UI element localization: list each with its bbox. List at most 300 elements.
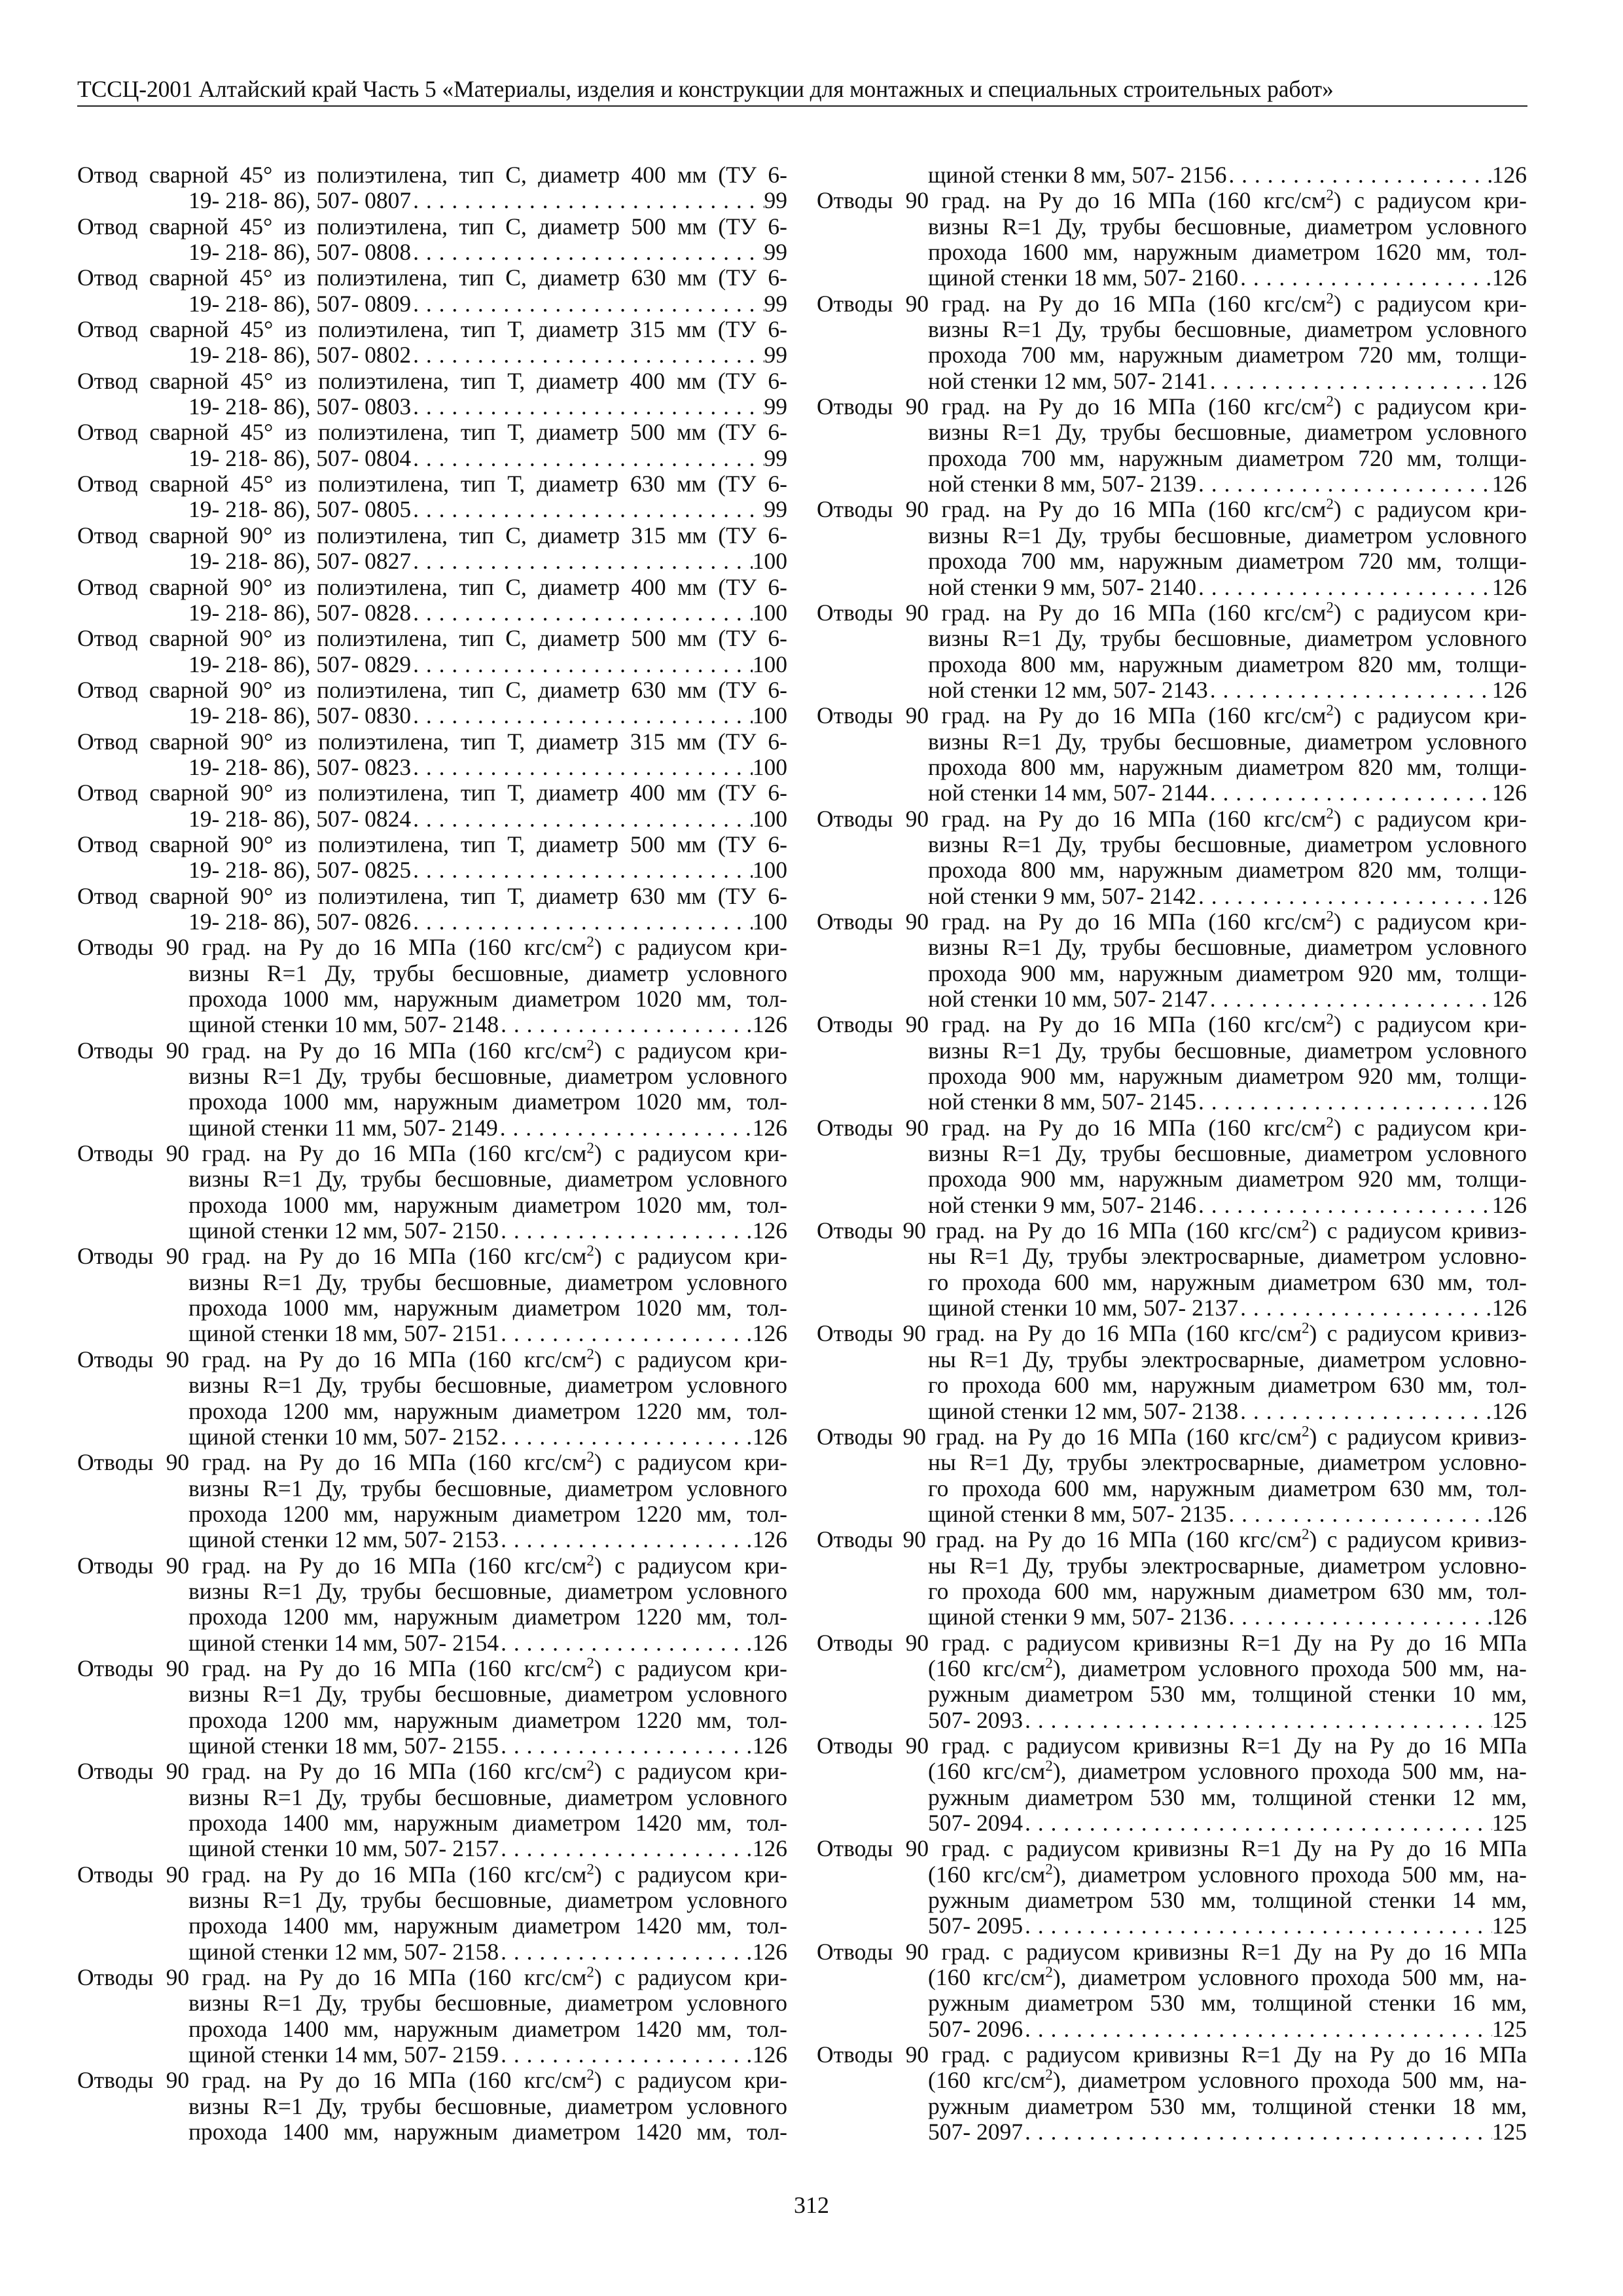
- index-entry: [817, 497, 1527, 600]
- entry-code: 19- 218- 86), 507- 0823: [188, 753, 412, 780]
- entry-code: ной стенки 9 мм, 507- 2140: [928, 573, 1197, 600]
- entry-last-line: [188, 857, 787, 883]
- dot-leader: [411, 446, 764, 471]
- dot-leader: [499, 1012, 753, 1037]
- index-entry: [817, 703, 1527, 806]
- entry-code: щиной стенки 10 мм, 507- 2157: [188, 1835, 499, 1862]
- entry-text-line: ны R=1 Ду, трубы электросварные, диаметром условно-: [928, 1346, 1527, 1372]
- entry-text-line: Отводы 90 град. на Ру до 16 МПа (160 кгс/$см^2$) с радиусом кри-: [817, 289, 1527, 317]
- dot-leader: [1023, 1708, 1492, 1733]
- index-entry: [817, 162, 1527, 188]
- entry-code: щиной стенки 12 мм, 507- 2158: [188, 1938, 499, 1965]
- entry-text-line: Отвод сварной 90° из полиэтилена, тип Т, диаметр 315 мм (ТУ 6-: [77, 728, 787, 755]
- entry-text-line: ружным диаметром 530 мм, толщиной стенки 14 мм,: [928, 1887, 1527, 1914]
- index-entry: [77, 832, 787, 884]
- entry-page-ref: 100: [752, 599, 787, 626]
- entry-page-ref: 126: [1491, 1088, 1527, 1115]
- entry-text-line: Отводы 90 град. на Ру до 16 МПа (160 кгс/$см^2$) с радиусом кривиз-: [817, 1525, 1527, 1553]
- entry-last-line: [188, 600, 787, 626]
- dot-leader: [499, 1733, 753, 1759]
- entry-text-line: визны R=1 Ду, трубы бесшовные, диаметром условного: [928, 1037, 1527, 1064]
- entry-text-line: Отводы 90 град. с радиусом кривизны R=1 Ду на Ру до 16 МПа: [817, 1732, 1527, 1759]
- entry-text-line: визны R=1 Ду, трубы бесшовные, диаметром условного: [188, 2092, 787, 2119]
- entry-last-line: [928, 368, 1527, 394]
- entry-last-line: [928, 884, 1527, 909]
- dot-leader: [499, 1424, 753, 1450]
- entry-last-line: [928, 471, 1527, 497]
- entry-text-line: прохода 1000 мм, наружным диаметром 1020 мм, тол-: [188, 1295, 787, 1321]
- entry-code: 507- 2093: [928, 1706, 1023, 1733]
- entry-last-line: [188, 1630, 787, 1656]
- dot-leader: [1238, 265, 1492, 291]
- entry-text-line: Отвод сварной 45° из полиэтилена, тип Т, диаметр 630 мм (ТУ 6-: [77, 471, 787, 497]
- entry-page-ref: 100: [752, 651, 787, 677]
- index-entry: [77, 1965, 787, 2068]
- entry-last-line: [188, 1527, 787, 1552]
- index-entry: [817, 806, 1527, 909]
- entry-text-line: Отводы 90 град. с радиусом кривизны R=1 Ду на Ру до 16 МПа: [817, 1629, 1527, 1656]
- entry-page-ref: 126: [1491, 264, 1527, 291]
- entry-page-ref: 100: [752, 805, 787, 832]
- entry-page-ref: 125: [1491, 2119, 1527, 2145]
- entry-text-line: прохода 1600 мм, наружным диаметром 1620 мм, тол-: [928, 239, 1527, 266]
- entry-page-ref: 125: [1491, 2015, 1527, 2042]
- entry-page-ref: 126: [1491, 471, 1527, 497]
- index-entry: [77, 317, 787, 368]
- entry-text-line: визны R=1 Ду, трубы бесшовные, диаметром условного: [928, 419, 1527, 446]
- dot-leader: [411, 600, 753, 626]
- index-entry: [817, 394, 1527, 497]
- entry-last-line: [928, 1810, 1527, 1836]
- entry-last-line: [928, 162, 1527, 188]
- dot-leader: [499, 1218, 753, 1244]
- entry-text-line: прохода 1000 мм, наружным диаметром 1020 мм, тол-: [188, 1191, 787, 1218]
- entry-page-ref: 100: [752, 702, 787, 729]
- entry-code: 507- 2094: [928, 1810, 1023, 1836]
- dot-leader: [499, 1630, 753, 1656]
- index-entry: [817, 1836, 1527, 1939]
- entry-text-line: прохода 700 мм, наружным диаметром 720 мм, толщи-: [928, 342, 1527, 368]
- entry-text-line: прохода 800 мм, наружным диаметром 820 мм, толщи-: [928, 753, 1527, 780]
- entry-last-line: [928, 1399, 1527, 1424]
- index-entry: [77, 523, 787, 575]
- entry-text-line: Отводы 90 град. на Ру до 16 МПа (160 кгс/$см^2$) с радиусом кри-: [77, 1345, 787, 1372]
- index-entry: [817, 188, 1527, 291]
- entry-last-line: [188, 1115, 787, 1141]
- index-entry: [77, 575, 787, 626]
- entry-text-line: Отвод сварной 45° из полиэтилена, тип С, диаметр 630 мм (ТУ 6-: [77, 264, 787, 291]
- entry-text-line: прохода 1200 мм, наружным диаметром 1220 мм, тол-: [188, 1500, 787, 1527]
- dot-leader: [411, 188, 764, 213]
- dot-leader: [1208, 780, 1492, 806]
- entry-text-line: Отвод сварной 45° из полиэтилена, тип Т, диаметр 500 мм (ТУ 6-: [77, 419, 787, 446]
- entry-code: щиной стенки 12 мм, 507- 2153: [188, 1526, 499, 1553]
- entry-last-line: [188, 497, 787, 522]
- index-entry: [817, 1939, 1527, 2042]
- index-entry: [77, 162, 787, 214]
- index-entry: [77, 780, 787, 832]
- entry-page-ref: 126: [1491, 162, 1527, 188]
- entry-text-line: визны R=1 Ду, трубы бесшовные, диаметром условного: [188, 1063, 787, 1090]
- index-column-left: [77, 162, 787, 2145]
- entry-page-ref: 126: [752, 1011, 787, 1038]
- entry-text-line: прохода 1000 мм, наружным диаметром 1020 мм, тол-: [188, 1088, 787, 1115]
- dot-leader: [1023, 1810, 1492, 1836]
- entry-last-line: [188, 342, 787, 368]
- entry-page-ref: 99: [764, 239, 787, 266]
- entry-text-line: го прохода 600 мм, наружным диаметром 630 мм, тол-: [928, 1577, 1527, 1604]
- index-entry: [817, 1012, 1527, 1115]
- entry-page-ref: 126: [1491, 1191, 1527, 1218]
- entry-text-line: Отводы 90 град. на Ру до 16 МПа (160 кгс/$см^2$) с радиусом кри-: [77, 1860, 787, 1888]
- dot-leader: [1196, 575, 1492, 600]
- dot-leader: [1238, 1295, 1492, 1321]
- index-entry: [77, 1553, 787, 1656]
- entry-text-line: визны R=1 Ду, трубы бесшовные, диаметром условного: [188, 1784, 787, 1810]
- entry-text-line: Отводы 90 град. на Ру до 16 МПа (160 кгс/$см^2$) с радиусом кри-: [77, 1036, 787, 1064]
- entry-last-line: [928, 1501, 1527, 1527]
- entry-code: щиной стенки 14 мм, 507- 2154: [188, 1629, 499, 1656]
- entry-text-line: прохода 800 мм, наружным диаметром 820 мм, толщи-: [928, 857, 1527, 884]
- dot-leader: [411, 703, 753, 728]
- entry-code: 19- 218- 86), 507- 0827: [188, 548, 412, 575]
- entry-text-line: Отводы 90 град. на Ру до 16 МПа (160 кгс/$см^2$) с радиусом кри-: [817, 701, 1527, 729]
- entry-page-ref: 126: [752, 1320, 787, 1347]
- entry-last-line: [928, 677, 1527, 703]
- entry-text-line: Отводы 90 град. на Ру до 16 МПа (160 кгс/$см^2$) с радиусом кри-: [77, 1448, 787, 1476]
- entry-text-line: визны R=1 Ду, трубы бесшовные, диаметром условного: [188, 1268, 787, 1295]
- entry-code: щиной стенки 10 мм, 507- 2152: [188, 1423, 499, 1450]
- entry-code: 19- 218- 86), 507- 0828: [188, 599, 412, 626]
- entry-text-line: визны R=1 Ду, трубы бесшовные, диаметр условного: [188, 960, 787, 986]
- entry-page-ref: 126: [752, 1423, 787, 1450]
- entry-last-line: [188, 548, 787, 574]
- index-entry: [817, 600, 1527, 703]
- entry-code: щиной стенки 12 мм, 507- 2138: [928, 1397, 1239, 1424]
- entry-text-line: визны R=1 Ду, трубы бесшовные, диаметром условного: [188, 1372, 787, 1399]
- entry-text-line: Отвод сварной 90° из полиэтилена, тип Т, диаметр 630 мм (ТУ 6-: [77, 882, 787, 909]
- running-header: ТССЦ-2001 Алтайский край Часть 5 «Материалы, изделия и конструкции для монтажных и специальных строительных работ»: [77, 76, 1334, 102]
- entry-last-line: [928, 1089, 1527, 1115]
- entry-text-line: визны R=1 Ду, трубы бесшовные, диаметром условного: [188, 1887, 787, 1914]
- entry-code: щиной стенки 10 мм, 507- 2148: [188, 1011, 499, 1038]
- index-entry: [77, 214, 787, 266]
- entry-text-line: Отводы 90 град. на Ру до 16 МПа (160 кгс/$см^2$) с радиусом кри-: [77, 1551, 787, 1579]
- index-entry: [77, 1656, 787, 1759]
- dot-leader: [1226, 1604, 1491, 1630]
- dot-leader: [1196, 471, 1492, 497]
- entry-page-ref: 99: [764, 444, 787, 471]
- entry-code: 19- 218- 86), 507- 0830: [188, 702, 412, 729]
- index-entry: [817, 2042, 1527, 2145]
- index-entry: [77, 265, 787, 317]
- entry-page-ref: 99: [764, 290, 787, 317]
- entry-text-line: Отводы 90 град. на Ру до 16 МПа (160 кгс/$см^2$) с радиусом кри-: [77, 1654, 787, 1681]
- entry-text-line: визны R=1 Ду, трубы бесшовные, диаметром условного: [928, 934, 1527, 961]
- entry-code: 507- 2095: [928, 1912, 1023, 1939]
- index-entry: [77, 471, 787, 523]
- entry-text-line: Отводы 90 град. с радиусом кривизны R=1 Ду на Ру до 16 МПа: [817, 2041, 1527, 2068]
- index-entry: [817, 1733, 1527, 1836]
- entry-code: 19- 218- 86), 507- 0808: [188, 239, 412, 266]
- dot-leader: [1208, 368, 1492, 394]
- entry-text-line: ружным диаметром 530 мм, толщиной стенки 12 мм,: [928, 1784, 1527, 1810]
- entry-last-line: [188, 2042, 787, 2068]
- entry-code: щиной стенки 10 мм, 507- 2137: [928, 1295, 1239, 1321]
- dot-leader: [1226, 1501, 1491, 1527]
- entry-last-line: [928, 1295, 1527, 1321]
- index-entry: [77, 1141, 787, 1244]
- dot-leader: [411, 342, 764, 368]
- entry-text-line: го прохода 600 мм, наружным диаметром 630 мм, тол-: [928, 1268, 1527, 1295]
- dot-leader: [1196, 1089, 1492, 1115]
- entry-text-line: Отводы 90 град. на Ру до 16 МПа (160 кгс/$см^2$) с радиусом кри-: [77, 1139, 787, 1167]
- entry-page-ref: 126: [752, 1217, 787, 1244]
- entry-last-line: [928, 1708, 1527, 1733]
- entry-text-line: Отвод сварной 90° из полиэтилена, тип С, диаметр 400 мм (ТУ 6-: [77, 573, 787, 600]
- entry-code: 19- 218- 86), 507- 0825: [188, 857, 412, 884]
- entry-last-line: [188, 1939, 787, 1965]
- entry-text-line: визны R=1 Ду, трубы бесшовные, диаметром условного: [188, 1577, 787, 1604]
- entry-text-line: визны R=1 Ду, трубы бесшовные, диаметром условного: [188, 1990, 787, 2017]
- entry-text-line: Отвод сварной 45° из полиэтилена, тип Т, диаметр 315 мм (ТУ 6-: [77, 316, 787, 343]
- entry-text-line: ны R=1 Ду, трубы электросварные, диаметром условно-: [928, 1243, 1527, 1270]
- entry-last-line: [188, 1012, 787, 1037]
- entry-last-line: [928, 780, 1527, 806]
- index-entry: [77, 1244, 787, 1346]
- entry-page-ref: 99: [764, 187, 787, 214]
- dot-leader: [1226, 162, 1491, 188]
- entry-text-line: прохода 1200 мм, наружным диаметром 1220 мм, тол-: [188, 1706, 787, 1733]
- index-entry: [77, 2068, 787, 2145]
- entry-page-ref: 126: [1491, 882, 1527, 909]
- entry-page-ref: 126: [1491, 1604, 1527, 1630]
- entry-text-line: Отводы 90 град. на Ру до 16 МПа (160 кгс/$см^2$) с радиусом кри-: [817, 495, 1527, 523]
- dot-leader: [411, 291, 764, 317]
- entry-code: щиной стенки 18 мм, 507- 2151: [188, 1320, 499, 1347]
- entry-code: ной стенки 9 мм, 507- 2146: [928, 1191, 1197, 1218]
- index-entry: [77, 677, 787, 729]
- entry-text-line: прохода 700 мм, наружным диаметром 720 мм, толщи-: [928, 548, 1527, 575]
- index-entry: [77, 1038, 787, 1141]
- header-rule: [77, 105, 1527, 107]
- index-entry: [77, 729, 787, 781]
- dot-leader: [499, 1836, 753, 1861]
- index-entry: [77, 1759, 787, 1861]
- entry-text-line: Отводы 90 град. на Ру до 16 МПа (160 кгс/$см^2$) с радиусом кри-: [77, 2066, 787, 2094]
- index-entry: [817, 1218, 1527, 1321]
- entry-text-line: (160 кгс/$см^2$), диаметром условного прохода 500 мм, на-: [928, 1757, 1527, 1785]
- entry-code: щиной стенки 18 мм, 507- 2155: [188, 1732, 499, 1759]
- entry-last-line: [188, 394, 787, 420]
- entry-page-ref: 126: [1491, 367, 1527, 394]
- entry-code: 507- 2097: [928, 2119, 1023, 2145]
- entry-text-line: визны R=1 Ду, трубы бесшовные, диаметром условного: [188, 1475, 787, 1501]
- index-entry: [817, 1630, 1527, 1733]
- entry-text-line: прохода 1400 мм, наружным диаметром 1420 мм, тол-: [188, 2119, 787, 2145]
- entry-text-line: прохода 1200 мм, наружным диаметром 1220 мм, тол-: [188, 1397, 787, 1424]
- index-entry: [817, 1424, 1527, 1527]
- entry-text-line: визны R=1 Ду, трубы бесшовные, диаметром условного: [928, 316, 1527, 343]
- dot-leader: [411, 548, 753, 574]
- entry-last-line: [928, 1193, 1527, 1218]
- index-entry: [77, 368, 787, 420]
- entry-last-line: [188, 909, 787, 935]
- dot-leader: [1196, 1193, 1492, 1218]
- entry-text-line: Отвод сварной 45° из полиэтилена, тип Т, диаметр 400 мм (ТУ 6-: [77, 367, 787, 394]
- entry-text-line: прохода 1400 мм, наружным диаметром 1420 мм, тол-: [188, 2015, 787, 2042]
- entry-text-line: Отводы 90 град. на Ру до 16 МПа (160 кгс/$см^2$) с радиусом кри-: [77, 1242, 787, 1270]
- entry-text-line: Отводы 90 град. на Ру до 16 МПа (160 кгс/$см^2$) с радиусом кри-: [77, 1757, 787, 1785]
- entry-text-line: визны R=1 Ду, трубы бесшовные, диаметром условного: [188, 1166, 787, 1193]
- entry-text-line: визны R=1 Ду, трубы бесшовные, диаметром условного: [928, 625, 1527, 652]
- entry-text-line: прохода 1200 мм, наружным диаметром 1220 мм, тол-: [188, 1604, 787, 1630]
- entry-code: щиной стенки 18 мм, 507- 2160: [928, 264, 1239, 291]
- entry-text-line: Отвод сварной 45° из полиэтилена, тип С, диаметр 400 мм (ТУ 6-: [77, 162, 787, 188]
- entry-text-line: Отвод сварной 90° из полиэтилена, тип С, диаметр 630 мм (ТУ 6-: [77, 676, 787, 703]
- entry-last-line: [188, 240, 787, 265]
- entry-page-ref: 100: [752, 753, 787, 780]
- entry-text-line: визны R=1 Ду, трубы бесшовные, диаметром условного: [928, 831, 1527, 857]
- entry-code: ной стенки 12 мм, 507- 2143: [928, 676, 1208, 703]
- entry-text-line: прохода 700 мм, наружным диаметром 720 мм, толщи-: [928, 444, 1527, 471]
- entry-text-line: Отводы 90 град. на Ру до 16 МПа (160 кгс/$см^2$) с радиусом кри-: [77, 1963, 787, 1991]
- entry-page-ref: 126: [1491, 986, 1527, 1012]
- index-entry: [77, 1347, 787, 1450]
- entry-last-line: [928, 1913, 1527, 1939]
- entry-text-line: (160 кгс/$см^2$), диаметром условного прохода 500 мм, на-: [928, 1654, 1527, 1681]
- entry-text-line: Отводы 90 град. на Ру до 16 МПа (160 кгс/$см^2$) с радиусом кривиз-: [817, 1319, 1527, 1347]
- entry-text-line: (160 кгс/$см^2$), диаметром условного прохода 500 мм, на-: [928, 1963, 1527, 1991]
- dot-leader: [411, 240, 764, 265]
- entry-text-line: ружным диаметром 530 мм, толщиной стенки 10 мм,: [928, 1681, 1527, 1708]
- index-entry: [77, 884, 787, 935]
- index-entry: [817, 1527, 1527, 1630]
- entry-text-line: Отводы 90 град. на Ру до 16 МПа (160 кгс/$см^2$) с радиусом кри-: [817, 392, 1527, 420]
- entry-last-line: [928, 2119, 1527, 2145]
- entry-code: 19- 218- 86), 507- 0826: [188, 908, 412, 935]
- entry-text-line: визны R=1 Ду, трубы бесшовные, диаметром условного: [928, 522, 1527, 548]
- dot-leader: [1196, 884, 1492, 909]
- index-entry: [817, 1115, 1527, 1218]
- entry-text-line: (160 кгс/$см^2$), диаметром условного прохода 500 мм, на-: [928, 1860, 1527, 1888]
- entry-text-line: Отвод сварной 90° из полиэтилена, тип Т, диаметр 400 мм (ТУ 6-: [77, 780, 787, 806]
- entry-last-line: [188, 806, 787, 832]
- entry-page-ref: 126: [752, 1835, 787, 1862]
- entry-code: ной стенки 10 мм, 507- 2147: [928, 986, 1208, 1012]
- dot-leader: [411, 497, 764, 522]
- entry-last-line: [928, 1604, 1527, 1630]
- entry-text-line: ружным диаметром 530 мм, толщиной стенки 18 мм,: [928, 2092, 1527, 2119]
- entry-code: щиной стенки 14 мм, 507- 2159: [188, 2041, 499, 2068]
- entry-text-line: ны R=1 Ду, трубы электросварные, диаметром условно-: [928, 1552, 1527, 1579]
- entry-code: 19- 218- 86), 507- 0807: [188, 187, 412, 214]
- entry-code: 19- 218- 86), 507- 0824: [188, 805, 412, 832]
- entry-last-line: [188, 703, 787, 728]
- entry-text-line: визны R=1 Ду, трубы бесшовные, диаметром условного: [928, 213, 1527, 240]
- entry-last-line: [928, 575, 1527, 600]
- entry-page-ref: 100: [752, 908, 787, 935]
- dot-leader: [1238, 1399, 1492, 1424]
- entry-page-ref: 126: [752, 2041, 787, 2068]
- entry-code: ной стенки 8 мм, 507- 2139: [928, 471, 1197, 497]
- entry-page-ref: 125: [1491, 1706, 1527, 1733]
- entry-text-line: ружным диаметром 530 мм, толщиной стенки 16 мм,: [928, 1990, 1527, 2017]
- entry-text-line: прохода 1400 мм, наружным диаметром 1420 мм, тол-: [188, 1810, 787, 1836]
- entry-text-line: прохода 800 мм, наружным диаметром 820 мм, толщи-: [928, 651, 1527, 677]
- index-column-right: [817, 162, 1527, 2145]
- entry-page-ref: 126: [752, 1526, 787, 1553]
- dot-leader: [499, 2042, 753, 2068]
- dot-leader: [1023, 1913, 1492, 1939]
- entry-last-line: [928, 265, 1527, 291]
- entry-last-line: [188, 652, 787, 677]
- entry-page-ref: 99: [764, 393, 787, 420]
- dot-leader: [498, 1115, 753, 1141]
- entry-text-line: Отвод сварной 90° из полиэтилена, тип С, диаметр 315 мм (ТУ 6-: [77, 522, 787, 548]
- entry-text-line: визны R=1 Ду, трубы бесшовные, диаметром условного: [928, 728, 1527, 755]
- index-entry: [817, 291, 1527, 394]
- entry-text-line: визны R=1 Ду, трубы бесшовные, диаметром условного: [928, 1140, 1527, 1167]
- entry-last-line: [188, 1218, 787, 1244]
- entry-page-ref: 100: [752, 857, 787, 884]
- entry-text-line: Отвод сварной 45° из полиэтилена, тип С, диаметр 500 мм (ТУ 6-: [77, 213, 787, 240]
- entry-page-ref: 126: [1491, 780, 1527, 806]
- index-entry: [817, 909, 1527, 1012]
- index-entry: [77, 1450, 787, 1552]
- entry-page-ref: 125: [1491, 1810, 1527, 1836]
- index-entry: [77, 935, 787, 1037]
- page-number: 312: [794, 2192, 829, 2218]
- entry-text-line: Отводы 90 град. на Ру до 16 МПа (160 кгс/$см^2$) с радиусом кри-: [817, 804, 1527, 832]
- entry-text-line: Отводы 90 град. на Ру до 16 МПа (160 кгс/$см^2$) с радиусом кривиз-: [817, 1216, 1527, 1244]
- entry-code: щиной стенки 8 мм, 507- 2135: [928, 1500, 1227, 1527]
- entry-text-line: прохода 900 мм, наружным диаметром 920 мм, толщи-: [928, 960, 1527, 986]
- entry-page-ref: 126: [752, 1732, 787, 1759]
- entry-text-line: прохода 900 мм, наружным диаметром 920 мм, толщи-: [928, 1166, 1527, 1193]
- dot-leader: [499, 1939, 753, 1965]
- entry-code: 19- 218- 86), 507- 0829: [188, 651, 412, 677]
- entry-last-line: [188, 1836, 787, 1861]
- entry-text-line: Отвод сварной 90° из полиэтилена, тип С, диаметр 500 мм (ТУ 6-: [77, 625, 787, 652]
- dot-leader: [1023, 2017, 1492, 2042]
- index-entry: [77, 1862, 787, 1965]
- dot-leader: [1023, 2119, 1492, 2145]
- entry-last-line: [188, 188, 787, 213]
- entry-code: щиной стенки 9 мм, 507- 2136: [928, 1604, 1227, 1630]
- entry-text-line: го прохода 600 мм, наружным диаметром 630 мм, тол-: [928, 1372, 1527, 1399]
- dot-leader: [411, 857, 753, 883]
- entry-code: 19- 218- 86), 507- 0804: [188, 444, 412, 471]
- index-entry: [77, 626, 787, 677]
- dot-leader: [499, 1527, 753, 1552]
- entry-text-line: (160 кгс/$см^2$), диаметром условного прохода 500 мм, на-: [928, 2066, 1527, 2094]
- entry-text-line: визны R=1 Ду, трубы бесшовные, диаметром условного: [188, 1681, 787, 1708]
- entry-text-line: Отводы 90 град. на Ру до 16 МПа (160 кгс/$см^2$) с радиусом кри-: [817, 907, 1527, 935]
- entry-page-ref: 126: [1491, 1500, 1527, 1527]
- entry-text-line: прохода 900 мм, наружным диаметром 920 мм, толщи-: [928, 1063, 1527, 1090]
- entry-page-ref: 126: [752, 1114, 787, 1141]
- entry-code: щиной стенки 11 мм, 507- 2149: [188, 1114, 498, 1141]
- entry-last-line: [188, 1321, 787, 1346]
- entry-last-line: [188, 755, 787, 780]
- entry-text-line: Отводы 90 град. на Ру до 16 МПа (160 кгс/$см^2$) с радиусом кри-: [817, 598, 1527, 626]
- entry-text-line: Отводы 90 град. на Ру до 16 МПа (160 кгс/$см^2$) с радиусом кри-: [77, 933, 787, 961]
- entry-text-line: Отводы 90 град. на Ру до 16 МПа (160 кгс/$см^2$) с радиусом кривиз-: [817, 1422, 1527, 1450]
- entry-page-ref: 126: [752, 1938, 787, 1965]
- dot-leader: [411, 652, 753, 677]
- entry-page-ref: 126: [1491, 1295, 1527, 1321]
